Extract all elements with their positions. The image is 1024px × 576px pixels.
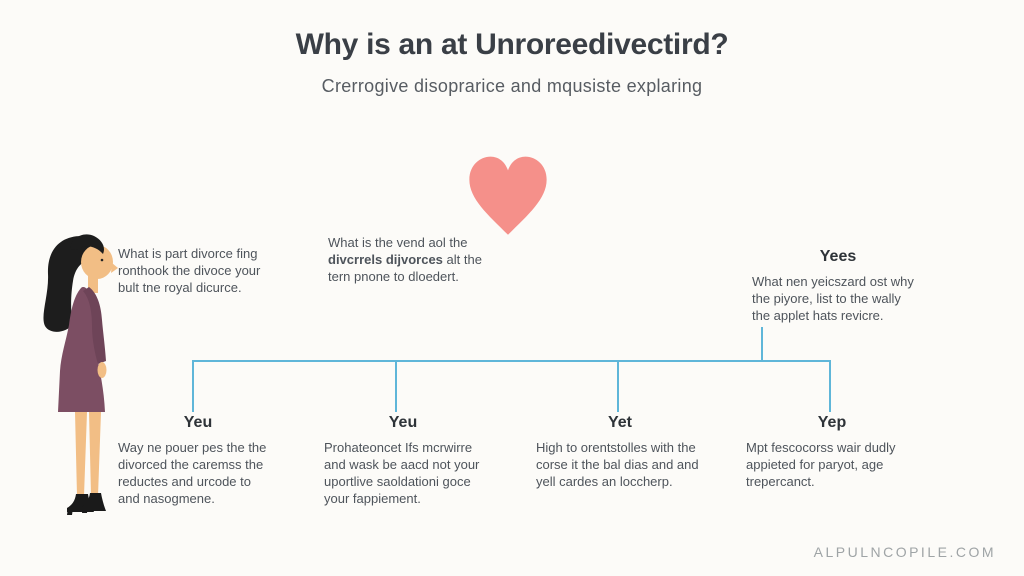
page-title: Why is an at Unroreedivectird?: [295, 28, 729, 61]
branch-2: Yeu Prohateoncet Ifs mcrwirre and wask be aacd not your uportlive saoldationi goce your fappiement.: [324, 414, 482, 507]
intro-center-text: What is the vend aol the divcrrels dijvorces alt the tern pnone to dloedert.: [328, 235, 482, 284]
header: [0, 28, 1024, 97]
page-subtitle: Crerrogive disoprarice and mqusiste explaring: [321, 76, 703, 96]
face-shape: [81, 245, 113, 279]
woman-illustration: [28, 233, 124, 517]
intro-right-block: Yees What nen yeicszard ost why the piyore, list to the wally the applet hats revicre.: [752, 248, 924, 324]
branch-1: Yeu Way ne pouer pes the the divorced the caremss the reductes and urcode to and nasogmene.: [118, 414, 278, 507]
branch-2-heading: Yeu: [388, 414, 418, 431]
branch-1-heading: Yeu: [183, 414, 213, 431]
intro-left-text: What is part divorce fing ronthook the divoce your bult tne royal dicurce.: [118, 246, 261, 295]
branch-heading-yees: Yees: [819, 248, 857, 265]
bold-phrase: divcrrels dijvorces: [328, 252, 443, 267]
heart-icon: [462, 151, 554, 245]
branch-4: Yep Mpt fescocorss wair dudly appieted for paryot, age trepercanct.: [746, 414, 918, 490]
branch-3-heading: Yet: [607, 414, 632, 431]
branch-3: Yet High to orentstolles with the corse it the bal dias and and yell cardes an loccherp.: [536, 414, 704, 490]
branch-4-heading: Yep: [817, 414, 847, 431]
watermark: ALPULNCOPILE.COM: [813, 544, 996, 560]
